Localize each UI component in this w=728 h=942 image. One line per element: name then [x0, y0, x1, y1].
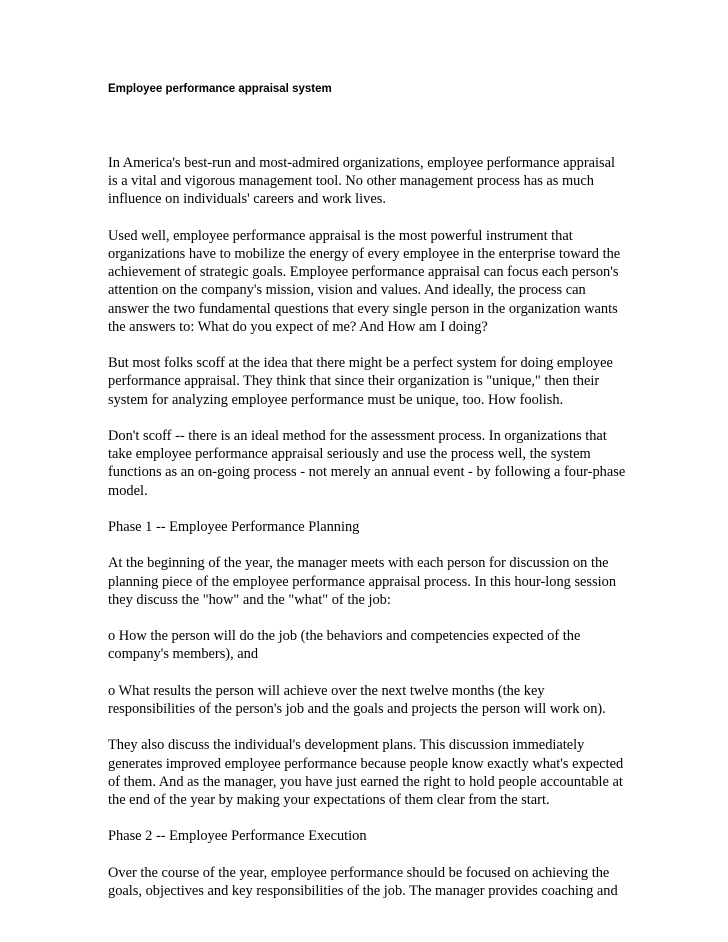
text-line: take employee performance appraisal seriously and use the process well, the system	[108, 446, 591, 463]
text-line: organizations have to mobilize the energy of every employee in the enterprise toward the	[108, 246, 621, 262]
text-line: They also discuss the individual's development plans. This discussion immediately	[108, 737, 585, 754]
text-line: of them. And as the manager, you have just earned the right to hold people accountable at	[108, 773, 623, 790]
document-body	[108, 154, 628, 918]
text-line: Over the course of the year, employee performance should be focused on achieving the	[108, 864, 610, 881]
paragraph-9	[108, 736, 628, 809]
text-line: is a vital and vigorous management tool. No other management process has as much	[108, 173, 594, 190]
text-line: they discuss the "how" and the "what" of the job:	[108, 591, 391, 608]
text-line: But most folks scoff at the idea that there might be a perfect system for doing employee	[108, 355, 613, 372]
phase-2-heading	[108, 827, 628, 845]
text-line: model.	[108, 482, 148, 499]
text-line: influence on individuals' careers and work lives.	[108, 191, 386, 208]
paragraph-6	[108, 554, 628, 609]
text-line: achievement of strategic goals. Employee performance appraisal can focus each person's	[108, 264, 619, 281]
text-line: o How the person will do the job (the behaviors and competencies expected of the	[108, 628, 581, 645]
paragraph-3	[108, 354, 628, 409]
text-line: Phase 1 -- Employee Performance Planning	[108, 519, 360, 535]
text-line: the answers to: What do you expect of me? And How am I doing?	[108, 318, 488, 335]
paragraph-1	[108, 154, 628, 209]
text-line: system for analyzing employee performance must be unique, too. How foolish.	[108, 391, 564, 408]
text-line: planning piece of the employee performance appraisal process. In this hour-long session	[108, 573, 617, 590]
text-line: Used well, employee performance appraisal is the most powerful instrument that	[108, 227, 573, 244]
paragraph-2	[108, 227, 628, 336]
paragraph-4	[108, 427, 628, 500]
text-line: functions as an on-going process - not merely an annual event - by following a four-phase	[108, 464, 626, 481]
text-line: goals, objectives and key responsibilities of the job. The manager provides coaching and	[108, 882, 618, 899]
text-line: answer the two fundamental questions that every single person in the organization wants	[108, 300, 618, 317]
text-line: generates improved employee performance because people know exactly what's expected	[108, 755, 624, 772]
text-line: the end of the year by making your expectations of them clear from the start.	[108, 791, 550, 808]
bullet-how	[108, 627, 628, 663]
text-line: performance appraisal. They think that since their organization is "unique," then their	[108, 373, 600, 390]
text-line: Don't scoff -- there is an ideal method for the assessment process. In organizations that	[108, 428, 607, 444]
text-line: company's members), and	[108, 646, 259, 663]
paragraph-11	[108, 864, 628, 900]
text-line: Phase 2 -- Employee Performance Execution	[108, 828, 367, 845]
text-line: responsibilities of the person's job and the goals and projects the person will work on).	[108, 700, 606, 717]
text-line: At the beginning of the year, the manager meets with each person for discussion on the	[108, 555, 609, 572]
phase-1-heading	[108, 518, 628, 536]
text-line: o What results the person will achieve over the next twelve months (the key	[108, 682, 545, 699]
bullet-what	[108, 682, 628, 718]
document-title: Employee performance appraisal system	[108, 83, 332, 95]
text-line: In America's best-run and most-admired organizations, employee performance appraisal	[108, 155, 616, 171]
text-line: attention on the company's mission, vision and values. And ideally, the process can	[108, 282, 586, 299]
